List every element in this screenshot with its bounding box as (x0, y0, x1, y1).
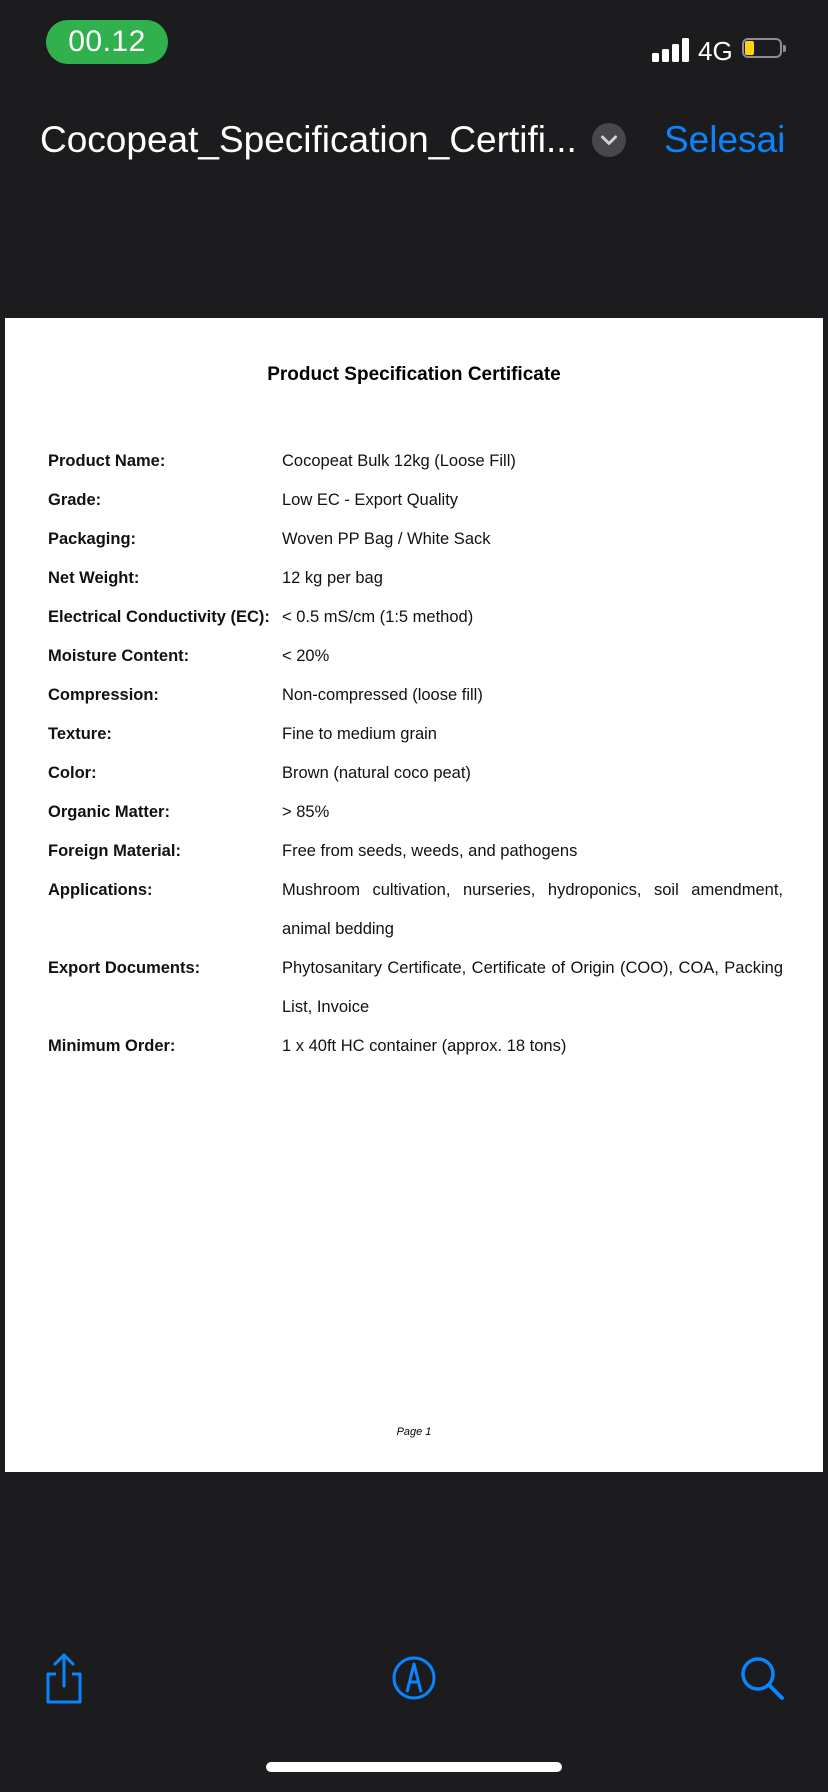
network-type: 4G (698, 36, 733, 66)
spec-row-compression (48, 676, 783, 715)
spec-row-applications (48, 871, 783, 949)
home-indicator[interactable] (266, 1762, 562, 1772)
spec-row-grade (48, 481, 783, 520)
spec-value: Mushroom cultivation, nurseries, hydroponics, soil amendment, animal bedding (282, 881, 783, 938)
spec-value: Brown (natural coco peat) (282, 764, 471, 782)
spec-value: > 85% (282, 803, 330, 821)
cellular-signal-icon (652, 38, 692, 62)
spec-value: Free from seeds, weeds, and pathogens (282, 842, 578, 860)
spec-label: Product Name: (48, 452, 166, 470)
spec-row-minimum-order (48, 1027, 783, 1066)
spec-row-export-documents (48, 949, 783, 1027)
spec-row-net-weight (48, 559, 783, 598)
spec-value: Woven PP Bag / White Sack (282, 530, 491, 548)
spec-value: Phytosanitary Certificate, Certificate of Origin (COO), COA, Packing List, Invoice (282, 959, 783, 1016)
spec-value: Non-compressed (loose fill) (282, 686, 483, 704)
spec-label: Color: (48, 764, 97, 782)
spec-label: Texture: (48, 725, 112, 743)
spec-row-texture (48, 715, 783, 754)
spec-value: Fine to medium grain (282, 725, 437, 743)
document-heading: Product Specification Certificate (267, 364, 561, 385)
spec-row-moisture-content (48, 637, 783, 676)
spec-list (48, 442, 783, 1066)
spec-row-organic-matter (48, 793, 783, 832)
status-time[interactable]: 00.12 (46, 20, 168, 64)
done-button[interactable]: Selesai (664, 119, 786, 160)
chevron-down-icon[interactable] (592, 123, 626, 157)
spec-value: Cocopeat Bulk 12kg (Loose Fill) (282, 452, 516, 470)
spec-value: < 0.5 mS/cm (1:5 method) (282, 608, 474, 626)
page-number: Page 1 (396, 1426, 432, 1438)
spec-value: < 20% (282, 647, 330, 665)
spec-label: Packaging: (48, 530, 137, 548)
spec-label: Electrical Conductivity (EC): (48, 608, 270, 626)
markup-icon[interactable] (390, 1652, 438, 1704)
spec-value: 12 kg per bag (282, 569, 383, 587)
spec-value: Low EC - Export Quality (282, 491, 459, 509)
spec-label: Compression: (48, 686, 159, 704)
spec-value: 1 x 40ft HC container (approx. 18 tons) (282, 1037, 567, 1055)
document-title[interactable]: Cocopeat_Specification_Certifi... (40, 119, 577, 160)
spec-row-foreign-material (48, 832, 783, 871)
spec-label: Minimum Order: (48, 1037, 176, 1055)
document-page[interactable] (5, 318, 823, 1472)
spec-label: Applications: (48, 881, 153, 899)
spec-label: Net Weight: (48, 569, 140, 587)
battery-icon (742, 38, 786, 60)
spec-label: Export Documents: (48, 959, 201, 977)
spec-label: Moisture Content: (48, 647, 190, 665)
spec-row-product-name (48, 442, 783, 481)
spec-row-electrical-conductivity (48, 598, 783, 637)
search-icon[interactable] (738, 1652, 786, 1704)
spec-label: Grade: (48, 491, 102, 509)
spec-row-color (48, 754, 783, 793)
spec-row-packaging (48, 520, 783, 559)
spec-label: Foreign Material: (48, 842, 181, 860)
spec-label: Organic Matter: (48, 803, 170, 821)
share-icon[interactable] (40, 1650, 88, 1706)
